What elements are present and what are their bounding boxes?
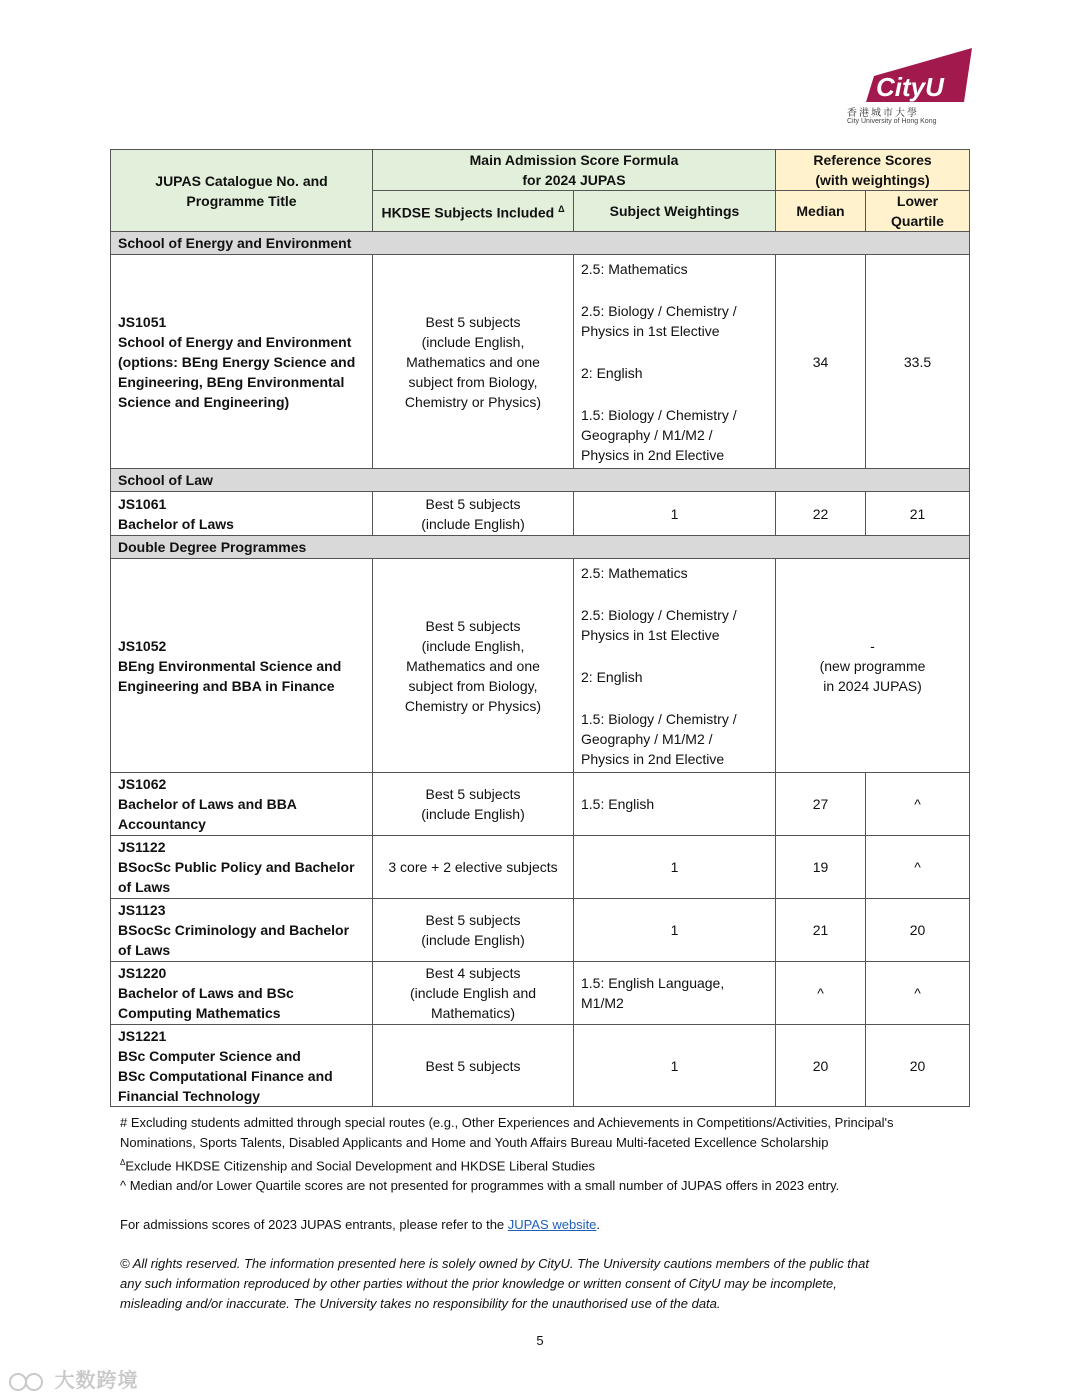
header-lower-quartile: Lower Quartile	[866, 191, 970, 232]
median-cell: ^	[776, 962, 866, 1025]
programme-cell: JS1220 Bachelor of Laws and BSc Computing Mathematics	[111, 962, 373, 1025]
table-row	[111, 1025, 970, 1107]
section-row	[111, 469, 970, 492]
programme-cell: JS1062 Bachelor of Laws and BBA Accountancy	[111, 773, 373, 836]
median-cell: 20	[776, 1025, 866, 1107]
programme-cell: JS1123 BSocSc Criminology and Bachelor of Laws	[111, 899, 373, 962]
note-caret: ^ Median and/or Lower Quartile scores are not presented for programmes with a small number of JUPAS offers in 2023 entry.	[120, 1178, 840, 1194]
weightings-cell: 1	[574, 836, 776, 899]
lower-quartile-cell: 20	[866, 1025, 970, 1107]
note-hash: # Excluding students admitted through special routes (e.g., Other Experiences and Achievements in Competitions/Activities, Principal's	[120, 1115, 894, 1130]
weightings-cell: 2.5: Mathematics 2.5: Biology / Chemistry / Physics in 1st Elective 2: English 1.5: Biology / Chemistry / Geography / M1/M2 / Physics in 2nd Elective	[574, 559, 776, 773]
table-row	[111, 836, 970, 899]
header-formula: Main Admission Score Formula for 2024 JUPAS	[373, 150, 776, 191]
subjects-cell: Best 5 subjects (include English, Mathematics and one subject from Biology, Chemistry or Physics)	[373, 255, 574, 469]
header-subject-weightings: Subject Weightings	[574, 191, 776, 232]
subjects-cell: Best 4 subjects (include English and Mathematics)	[373, 962, 574, 1025]
median-cell: 21	[776, 899, 866, 962]
lower-quartile-cell: ^	[866, 836, 970, 899]
table-row	[111, 899, 970, 962]
copyright-line: any such information reproduced by other parties without the prior knowledge or written consent of CityU may be incomplete,	[120, 1276, 837, 1292]
reference-scores-cell: - (new programme in 2024 JUPAS)	[776, 559, 970, 773]
weightings-cell: 1	[574, 1025, 776, 1107]
subjects-cell: 3 core + 2 elective subjects	[373, 836, 574, 899]
table-row	[111, 255, 970, 469]
watermark: 大数跨境	[8, 1364, 139, 1393]
logo-chinese-name: 香港城市大學	[847, 108, 919, 119]
section-row	[111, 232, 970, 255]
subjects-cell: Best 5 subjects (include English)	[373, 773, 574, 836]
logo-wordmark: CityU	[876, 72, 944, 102]
cityu-logo	[840, 44, 980, 132]
header-reference-scores: Reference Scores (with weightings)	[776, 150, 970, 191]
programme-cell: JS1122 BSocSc Public Policy and Bachelor of Laws	[111, 836, 373, 899]
median-cell: 22	[776, 492, 866, 536]
weightings-cell: 1.5: English Language, M1/M2	[574, 962, 776, 1025]
cityu-logo-mark	[840, 44, 980, 104]
weightings-cell: 1	[574, 899, 776, 962]
header-median: Median	[776, 191, 866, 232]
lower-quartile-cell: 20	[866, 899, 970, 962]
table-row	[111, 492, 970, 536]
subjects-cell: Best 5 subjects (include English)	[373, 899, 574, 962]
table-row	[111, 559, 970, 773]
admission-score-table	[110, 149, 970, 1107]
weightings-cell: 2.5: Mathematics 2.5: Biology / Chemistry / Physics in 1st Elective 2: English 1.5: Biology / Chemistry / Geography / M1/M2 / Physics in 2nd Elective	[574, 255, 776, 469]
lower-quartile-cell: ^	[866, 773, 970, 836]
section-title: School of Law	[111, 469, 970, 492]
subjects-cell: Best 5 subjects (include English)	[373, 492, 574, 536]
section-row	[111, 536, 970, 559]
lower-quartile-cell: 33.5	[866, 255, 970, 469]
lower-quartile-cell: 21	[866, 492, 970, 536]
median-cell: 27	[776, 773, 866, 836]
note-refer: For admissions scores of 2023 JUPAS entrants, please refer to the JUPAS website.	[120, 1217, 601, 1233]
subjects-cell: Best 5 subjects	[373, 1025, 574, 1107]
note-delta: $^\Delta$Exclude HKDSE Citizenship and Social Development and HKDSE Liberal Studies	[120, 1158, 596, 1174]
table-row	[111, 962, 970, 1025]
median-cell: 34	[776, 255, 866, 469]
section-title: Double Degree Programmes	[111, 536, 970, 559]
copyright-line: © All rights reserved. The information presented here is solely owned by CityU. The University cautions members of the public that	[120, 1256, 869, 1272]
median-cell: 19	[776, 836, 866, 899]
header-subjects-included: HKDSE Subjects Included $^\Delta$	[373, 191, 574, 232]
programme-cell: JS1052 BEng Environmental Science and Engineering and BBA in Finance	[111, 559, 373, 773]
section-title: School of Energy and Environment	[111, 232, 970, 255]
lower-quartile-cell: ^	[866, 962, 970, 1025]
page-number: 5	[536, 1333, 544, 1348]
header-programme-title: JUPAS Catalogue No. and Programme Title	[111, 150, 373, 232]
note-hash-cont: Nominations, Sports Talents, Disabled Applicants and Home and Youth Affairs Bureau Multi-faceted Excellence Scholarship	[120, 1135, 829, 1150]
logo-english-name: City University of Hong Kong	[847, 118, 937, 125]
copyright-line: misleading and/or inaccurate. The University takes no responsibility for the unauthorised use of the data.	[120, 1296, 721, 1312]
footnotes	[120, 1113, 970, 1314]
programme-cell: JS1221 BSc Computer Science and BSc Computational Finance and Financial Technology	[111, 1025, 373, 1107]
weightings-cell: 1	[574, 492, 776, 536]
weightings-cell: 1.5: English	[574, 773, 776, 836]
watermark-logo-icon	[8, 1371, 48, 1393]
programme-cell: JS1051 School of Energy and Environment (options: BEng Energy Science and Engineering, BEng Environmental Science and Engineering)	[111, 255, 373, 469]
programme-cell: JS1061 Bachelor of Laws	[111, 492, 373, 536]
subjects-cell: Best 5 subjects (include English, Mathematics and one subject from Biology, Chemistry or Physics)	[373, 559, 574, 773]
table-row	[111, 773, 970, 836]
jupas-website-link[interactable]: JUPAS website	[507, 1217, 597, 1233]
